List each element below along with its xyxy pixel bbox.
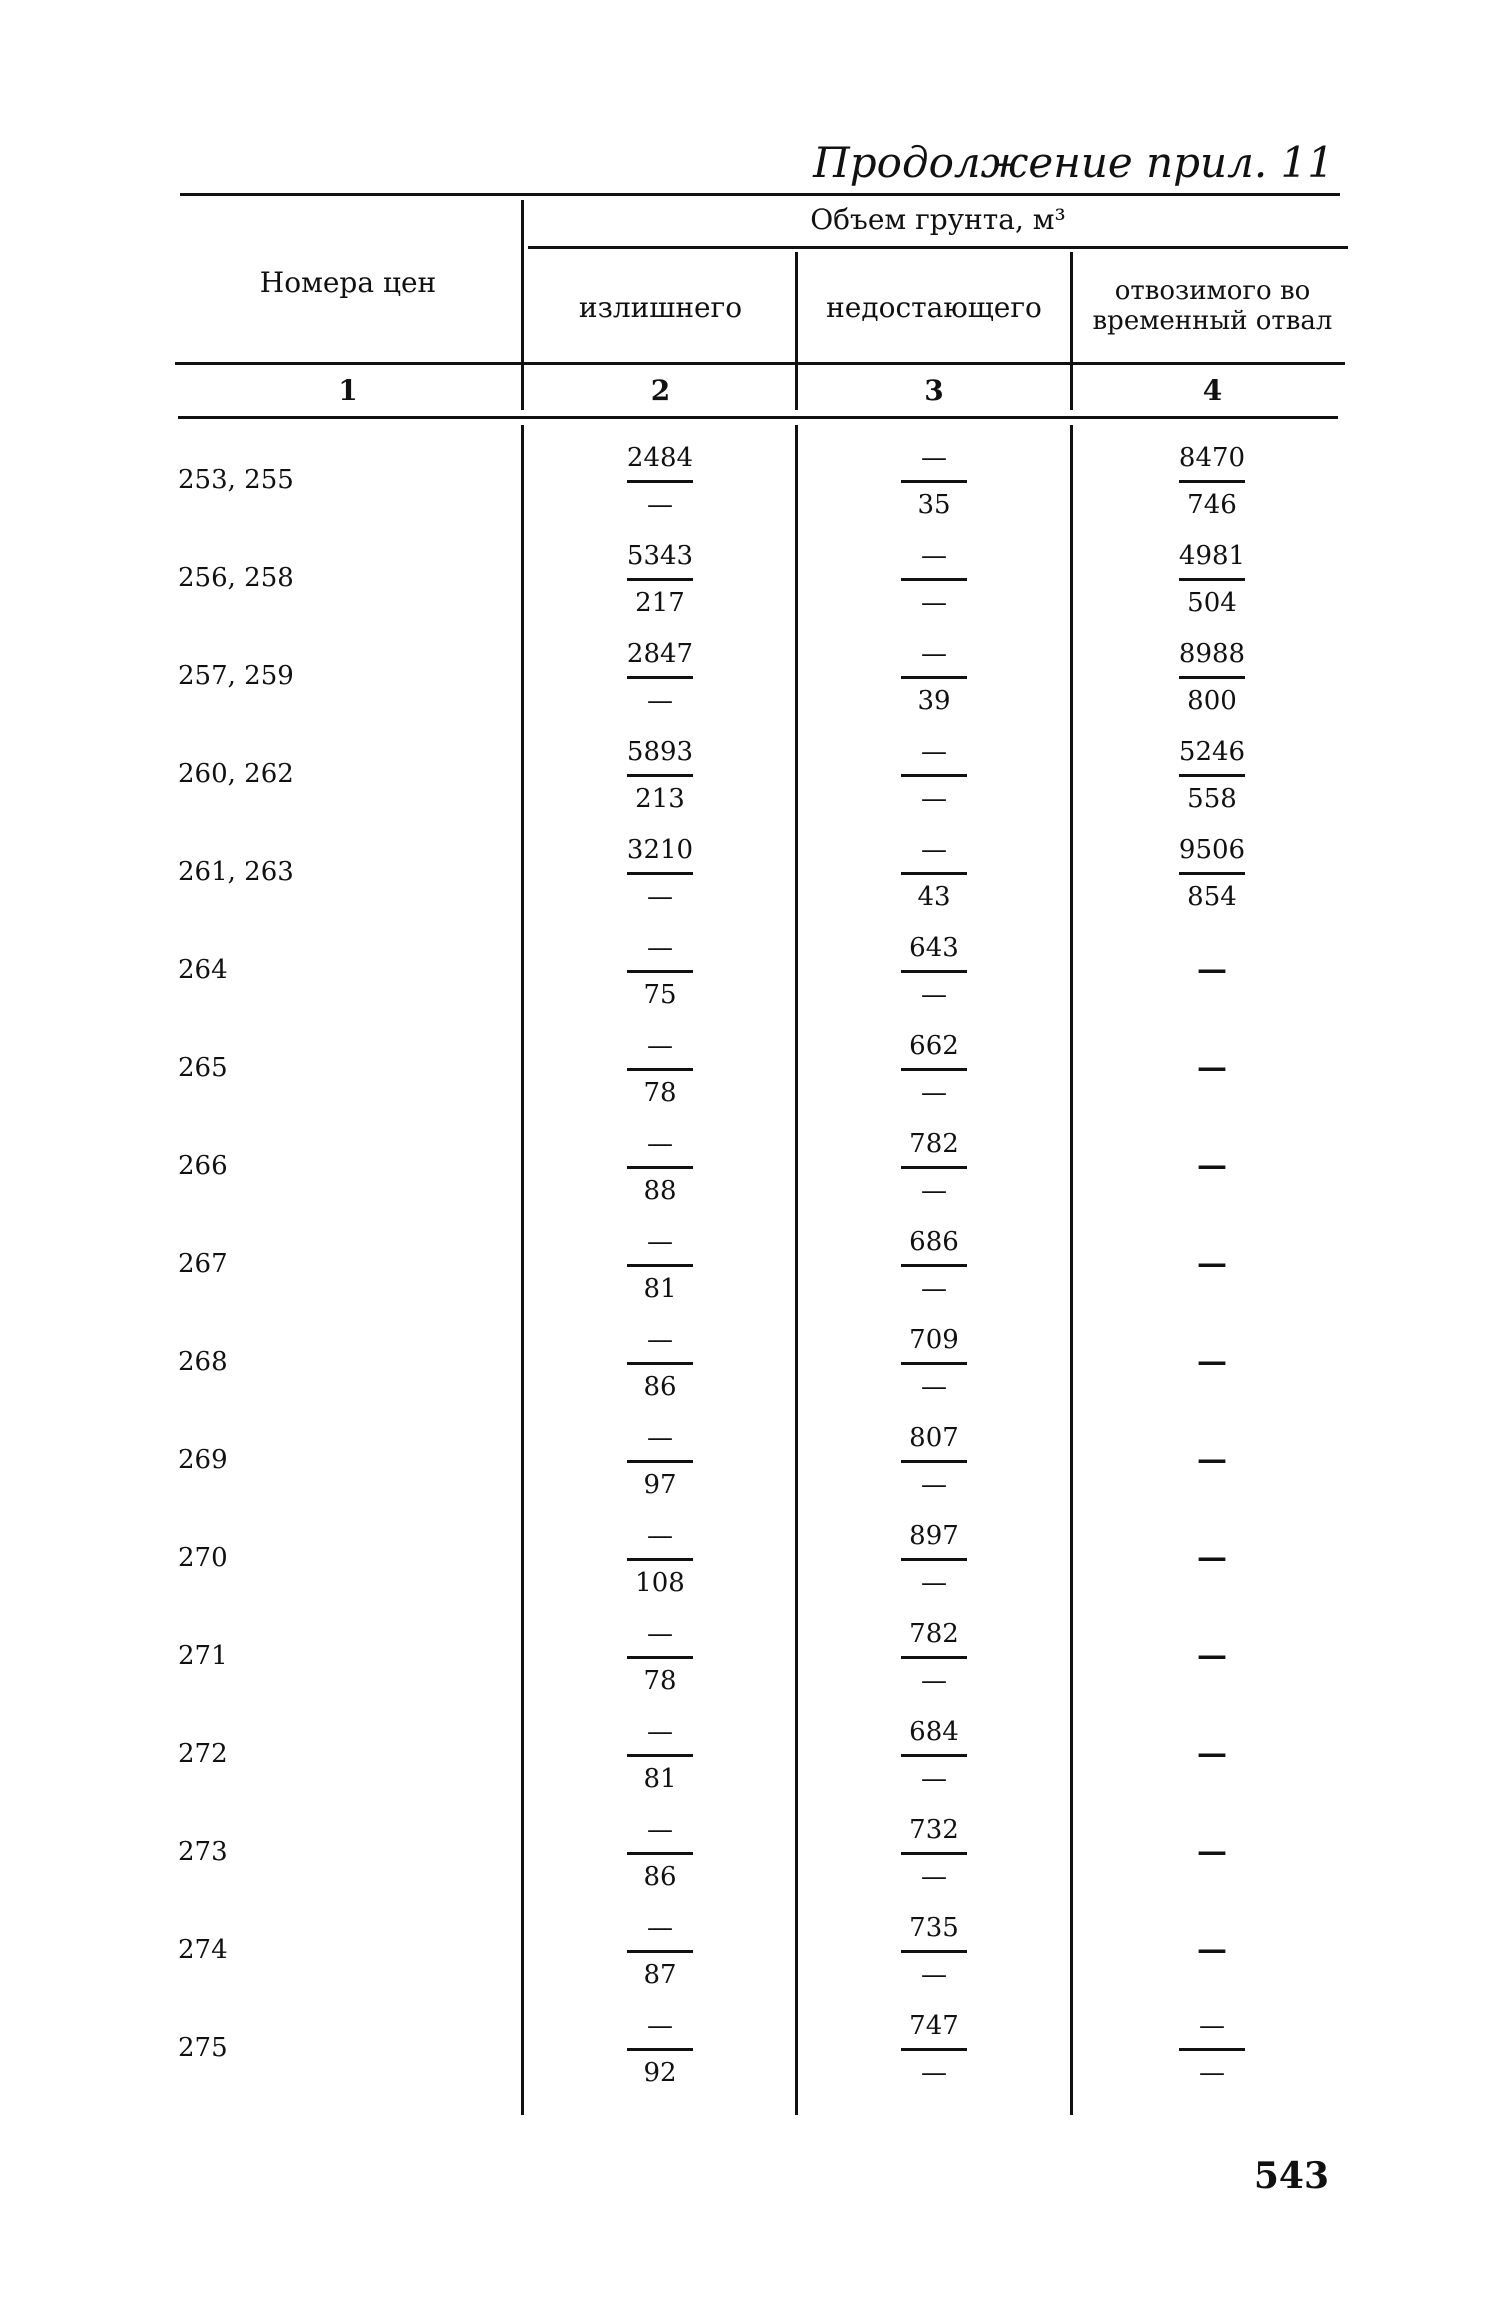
fraction-bar — [627, 1264, 693, 1267]
denominator: — — [921, 1078, 947, 1108]
dash-cell-c4: — — [1197, 1344, 1227, 1379]
table-top-rule — [180, 193, 1340, 196]
denominator: 92 — [643, 2058, 677, 2088]
fraction-bar — [627, 676, 693, 679]
fraction-bar — [627, 578, 693, 581]
column-divider-1-body — [521, 425, 524, 2115]
fraction-bar — [627, 480, 693, 483]
numerator: 2484 — [626, 443, 694, 473]
fraction-cell-c2 — [600, 438, 720, 525]
denominator: 39 — [917, 686, 951, 716]
fraction-bar — [627, 1656, 693, 1659]
denominator: — — [1199, 2058, 1225, 2088]
numerator: 747 — [909, 2011, 959, 2041]
row-label: 253, 255 — [178, 465, 294, 495]
header-col4 — [1075, 276, 1350, 336]
denominator: — — [921, 1176, 947, 1206]
header-bottom-rule — [175, 362, 1345, 365]
dash-cell-c4: — — [1197, 1736, 1227, 1771]
denominator: — — [921, 980, 947, 1010]
fraction-cell-c2 — [600, 1712, 720, 1799]
fraction-cell-c3 — [874, 1516, 994, 1603]
denominator: 78 — [643, 1666, 677, 1696]
row-label: 267 — [178, 1249, 228, 1279]
numerator: — — [647, 1031, 673, 1061]
denominator: 108 — [635, 1568, 685, 1598]
denominator: 746 — [1187, 490, 1237, 520]
denominator: — — [921, 784, 947, 814]
denominator: — — [921, 1372, 947, 1402]
dash-cell-c4: — — [1197, 1834, 1227, 1869]
fraction-cell-c2 — [600, 732, 720, 819]
denominator: 43 — [917, 882, 951, 912]
header-col2: излишнего — [578, 291, 743, 324]
denominator: 217 — [635, 588, 685, 618]
fraction-bar — [901, 1068, 967, 1071]
fraction-cell-c3 — [874, 634, 994, 721]
numerator: 643 — [909, 933, 959, 963]
numerator: — — [647, 1129, 673, 1159]
fraction-cell-c2 — [600, 1810, 720, 1897]
numerator: 5246 — [1178, 737, 1246, 767]
fraction-cell-c3 — [874, 1418, 994, 1505]
numerator: 732 — [909, 1815, 959, 1845]
fraction-cell-c2 — [600, 1614, 720, 1701]
numerator: — — [647, 1325, 673, 1355]
fraction-cell-c4 — [1152, 830, 1272, 917]
dash-cell-c4: — — [1197, 1442, 1227, 1477]
numerator: — — [647, 1815, 673, 1845]
numerator: — — [921, 639, 947, 669]
dash-cell-c4: — — [1197, 952, 1227, 987]
dash-cell-c4: — — [1197, 1638, 1227, 1673]
row-label: 257, 259 — [178, 661, 294, 691]
fraction-bar — [901, 676, 967, 679]
fraction-bar — [901, 1362, 967, 1365]
fraction-cell-c4 — [1152, 438, 1272, 525]
numerator: 684 — [909, 1717, 959, 1747]
fraction-bar — [627, 1166, 693, 1169]
fraction-cell-c3 — [874, 1614, 994, 1701]
denominator: 504 — [1187, 588, 1237, 618]
denominator: — — [647, 686, 673, 716]
fraction-bar — [901, 578, 967, 581]
denominator: — — [921, 1568, 947, 1598]
fraction-bar — [901, 1558, 967, 1561]
fraction-bar — [1179, 774, 1245, 777]
header-col4-line1: отвозимого во — [1114, 276, 1311, 306]
fraction-bar — [901, 970, 967, 973]
fraction-cell-c3 — [874, 2006, 994, 2093]
fraction-cell-c3 — [874, 1810, 994, 1897]
numerator: 735 — [909, 1913, 959, 1943]
denominator: 213 — [635, 784, 685, 814]
fraction-cell-c2 — [600, 928, 720, 1015]
column-number-2: 2 — [650, 374, 671, 407]
numerator: — — [1199, 2011, 1225, 2041]
denominator: 81 — [643, 1274, 677, 1304]
fraction-bar — [901, 1656, 967, 1659]
fraction-bar — [901, 1264, 967, 1267]
denominator: — — [921, 1666, 947, 1696]
fraction-bar — [901, 1460, 967, 1463]
fraction-bar — [627, 1460, 693, 1463]
numerator: 4981 — [1178, 541, 1246, 571]
fraction-cell-c3 — [874, 1222, 994, 1309]
fraction-bar — [627, 872, 693, 875]
row-label: 266 — [178, 1151, 228, 1181]
row-label: 273 — [178, 1837, 228, 1867]
fraction-cell-c3 — [874, 928, 994, 1015]
denominator: 75 — [643, 980, 677, 1010]
numerator: 709 — [909, 1325, 959, 1355]
fraction-cell-c2 — [600, 2006, 720, 2093]
numerator: 9506 — [1178, 835, 1246, 865]
fraction-cell-c2 — [600, 1908, 720, 1995]
fraction-bar — [627, 1362, 693, 1365]
fraction-cell-c2 — [600, 1516, 720, 1603]
numerator: — — [647, 1717, 673, 1747]
dash-cell-c4: — — [1197, 1540, 1227, 1575]
fraction-cell-c2 — [600, 830, 720, 917]
row-label: 264 — [178, 955, 228, 985]
dash-cell-c4: — — [1197, 1050, 1227, 1085]
fraction-bar — [1179, 480, 1245, 483]
numerator: 5893 — [626, 737, 694, 767]
numerator: — — [921, 443, 947, 473]
numerator: 5343 — [626, 541, 694, 571]
fraction-cell-c3 — [874, 830, 994, 917]
fraction-bar — [901, 1166, 967, 1169]
denominator: 88 — [643, 1176, 677, 1206]
numerator: — — [647, 933, 673, 963]
numerator: — — [647, 1521, 673, 1551]
numerator: 8988 — [1178, 639, 1246, 669]
numerator: — — [921, 737, 947, 767]
column-number-3: 3 — [924, 374, 944, 407]
fraction-bar — [1179, 676, 1245, 679]
numerator: 2847 — [626, 639, 694, 669]
denominator: — — [921, 1274, 947, 1304]
fraction-bar — [901, 872, 967, 875]
denominator: 854 — [1187, 882, 1237, 912]
fraction-cell-c4 — [1152, 732, 1272, 819]
fraction-bar — [1179, 2048, 1245, 2051]
fraction-cell-c2 — [600, 1124, 720, 1211]
header-group: Объем грунта, м³ — [810, 203, 1066, 236]
fraction-bar — [901, 2048, 967, 2051]
column-number-1: 1 — [338, 374, 358, 407]
row-label: 274 — [178, 1935, 228, 1965]
denominator: 78 — [643, 1078, 677, 1108]
fraction-bar — [627, 970, 693, 973]
header-col4-line2: временный отвал — [1092, 306, 1333, 336]
row-label: 261, 263 — [178, 857, 294, 887]
fraction-cell-c4 — [1152, 536, 1272, 623]
fraction-cell-c3 — [874, 1026, 994, 1113]
colnum-bottom-rule — [178, 416, 1338, 419]
numerator: 782 — [909, 1129, 959, 1159]
fraction-cell-c2 — [600, 536, 720, 623]
fraction-bar — [901, 1852, 967, 1855]
column-divider-1 — [521, 200, 524, 410]
fraction-cell-c3 — [874, 1712, 994, 1799]
numerator: 686 — [909, 1227, 959, 1257]
numerator: 897 — [909, 1521, 959, 1551]
dash-cell-c4: — — [1197, 1148, 1227, 1183]
fraction-bar — [627, 1852, 693, 1855]
fraction-cell-c2 — [600, 1320, 720, 1407]
denominator: — — [647, 882, 673, 912]
numerator: 782 — [909, 1619, 959, 1649]
group-header-rule — [528, 246, 1348, 249]
denominator: — — [647, 490, 673, 520]
denominator: 558 — [1187, 784, 1237, 814]
denominator: 97 — [643, 1470, 677, 1500]
fraction-bar — [627, 2048, 693, 2051]
fraction-bar — [901, 1754, 967, 1757]
page-number: 543 — [1253, 2155, 1329, 2197]
column-divider-2 — [795, 252, 798, 410]
fraction-cell-c4 — [1152, 634, 1272, 721]
denominator: — — [921, 1470, 947, 1500]
numerator: — — [647, 2011, 673, 2041]
fraction-bar — [627, 774, 693, 777]
dash-cell-c4: — — [1197, 1246, 1227, 1281]
fraction-cell-c3 — [874, 1124, 994, 1211]
fraction-bar — [901, 1950, 967, 1953]
header-col3: недостающего — [826, 291, 1042, 324]
numerator: 3210 — [626, 835, 694, 865]
fraction-cell-c2 — [600, 1026, 720, 1113]
numerator: 807 — [909, 1423, 959, 1453]
denominator: 87 — [643, 1960, 677, 1990]
row-label: 272 — [178, 1739, 228, 1769]
numerator: 8470 — [1178, 443, 1246, 473]
fraction-bar — [1179, 872, 1245, 875]
denominator: 35 — [917, 490, 951, 520]
row-label: 275 — [178, 2033, 228, 2063]
row-label: 260, 262 — [178, 759, 294, 789]
dash-cell-c4: — — [1197, 1932, 1227, 1967]
fraction-bar — [1179, 578, 1245, 581]
fraction-bar — [901, 480, 967, 483]
denominator: — — [921, 1960, 947, 1990]
column-divider-2-body — [795, 425, 798, 2115]
row-label: 271 — [178, 1641, 228, 1671]
numerator: — — [921, 541, 947, 571]
fraction-bar — [901, 774, 967, 777]
fraction-bar — [627, 1950, 693, 1953]
denominator: 86 — [643, 1372, 677, 1402]
column-number-4: 4 — [1202, 374, 1223, 407]
numerator: — — [647, 1227, 673, 1257]
fraction-cell-c3 — [874, 438, 994, 525]
row-label: 270 — [178, 1543, 228, 1573]
column-divider-3 — [1070, 252, 1073, 410]
fraction-cell-c2 — [600, 1418, 720, 1505]
fraction-cell-c3 — [874, 536, 994, 623]
denominator: — — [921, 2058, 947, 2088]
row-label: 269 — [178, 1445, 228, 1475]
denominator: 800 — [1187, 686, 1237, 716]
column-divider-3-body — [1070, 425, 1073, 2115]
denominator: — — [921, 588, 947, 618]
denominator: 86 — [643, 1862, 677, 1892]
numerator: 662 — [909, 1031, 959, 1061]
fraction-cell-c2 — [600, 1222, 720, 1309]
fraction-cell-c3 — [874, 732, 994, 819]
denominator: — — [921, 1862, 947, 1892]
fraction-cell-c3 — [874, 1320, 994, 1407]
denominator: 81 — [643, 1764, 677, 1794]
fraction-cell-c4 — [1152, 2006, 1272, 2093]
row-label: 256, 258 — [178, 563, 294, 593]
numerator: — — [647, 1423, 673, 1453]
row-label: 265 — [178, 1053, 228, 1083]
row-label: 268 — [178, 1347, 228, 1377]
page-title: Продолжение прил. 11 — [813, 138, 1334, 187]
fraction-bar — [627, 1558, 693, 1561]
denominator: — — [921, 1764, 947, 1794]
numerator: — — [647, 1913, 673, 1943]
numerator: — — [921, 835, 947, 865]
fraction-bar — [627, 1068, 693, 1071]
fraction-cell-c2 — [600, 634, 720, 721]
fraction-bar — [627, 1754, 693, 1757]
header-col1: Номера цен — [259, 266, 437, 299]
fraction-cell-c3 — [874, 1908, 994, 1995]
numerator: — — [647, 1619, 673, 1649]
